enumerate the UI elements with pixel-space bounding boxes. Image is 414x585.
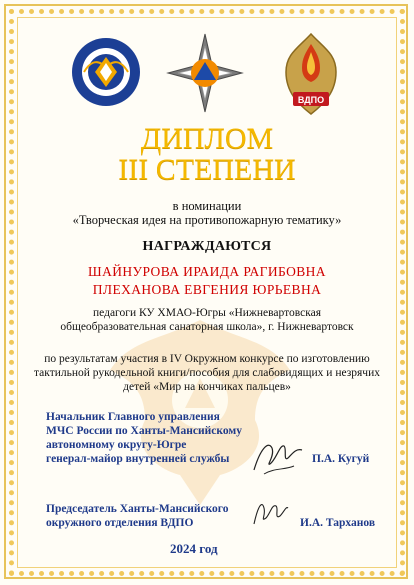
- awarded-heading: НАГРАЖДАЮТСЯ: [142, 239, 272, 254]
- signatory-1-name: П.А. Кугуй: [312, 453, 370, 465]
- signatory-2-title-line-2: окружного отделения ВДПО: [46, 517, 194, 529]
- award-basis-line-3: детей «Мир на кончиках пальцев»: [123, 381, 291, 393]
- diploma-title: ДИПЛОМ: [140, 122, 274, 155]
- signatory-1-title-line-4: генерал-майор внутренней службы: [46, 453, 230, 465]
- award-basis-line-1: по результатам участия в IV Окружном конкурсе по изготовлению: [44, 353, 370, 365]
- recipient-position-line-2: общеобразовательная санаторная школа», г. Нижневартовск: [60, 321, 354, 333]
- diploma-degree: III СТЕПЕНИ: [118, 153, 296, 186]
- civil-defense-star-logo: [166, 32, 244, 114]
- signatory-1-title-line-3: автономному округу-Югре: [46, 439, 187, 451]
- mchs-emblem-logo: [70, 32, 142, 112]
- vdpo-emblem-logo: [276, 30, 346, 118]
- signatory-2-name: И.А. Тарханов: [300, 517, 376, 529]
- signatory-1-title-line-2: МЧС России по Ханты-Мансийскому: [46, 425, 242, 437]
- signature-2: [248, 496, 292, 530]
- signatory-2-title-line-1: Председатель Ханты-Мансийского: [46, 503, 229, 515]
- recipient-name-1: ШАЙНУРОВА ИРАИДА РАГИБОВНА: [88, 264, 326, 279]
- diploma-year: 2024 год: [170, 541, 218, 556]
- nomination-title: «Творческая идея на противопожарную тематику»: [72, 213, 342, 227]
- vdpo-logo-text: ВДПО: [297, 95, 325, 105]
- nomination-label: в номинации: [172, 199, 242, 213]
- recipient-name-2: ПЛЕХАНОВА ЕВГЕНИЯ ЮРЬЕВНА: [92, 282, 322, 297]
- signature-1: [250, 430, 308, 480]
- recipient-position-line-1: педагоги КУ ХМАО-Югры «Нижневартовская: [92, 307, 322, 319]
- award-basis-line-2: тактильной рукодельной книги/пособия для слабовидящих и незрячих: [34, 367, 380, 379]
- signatory-1-title-line-1: Начальник Главного управления: [46, 411, 220, 423]
